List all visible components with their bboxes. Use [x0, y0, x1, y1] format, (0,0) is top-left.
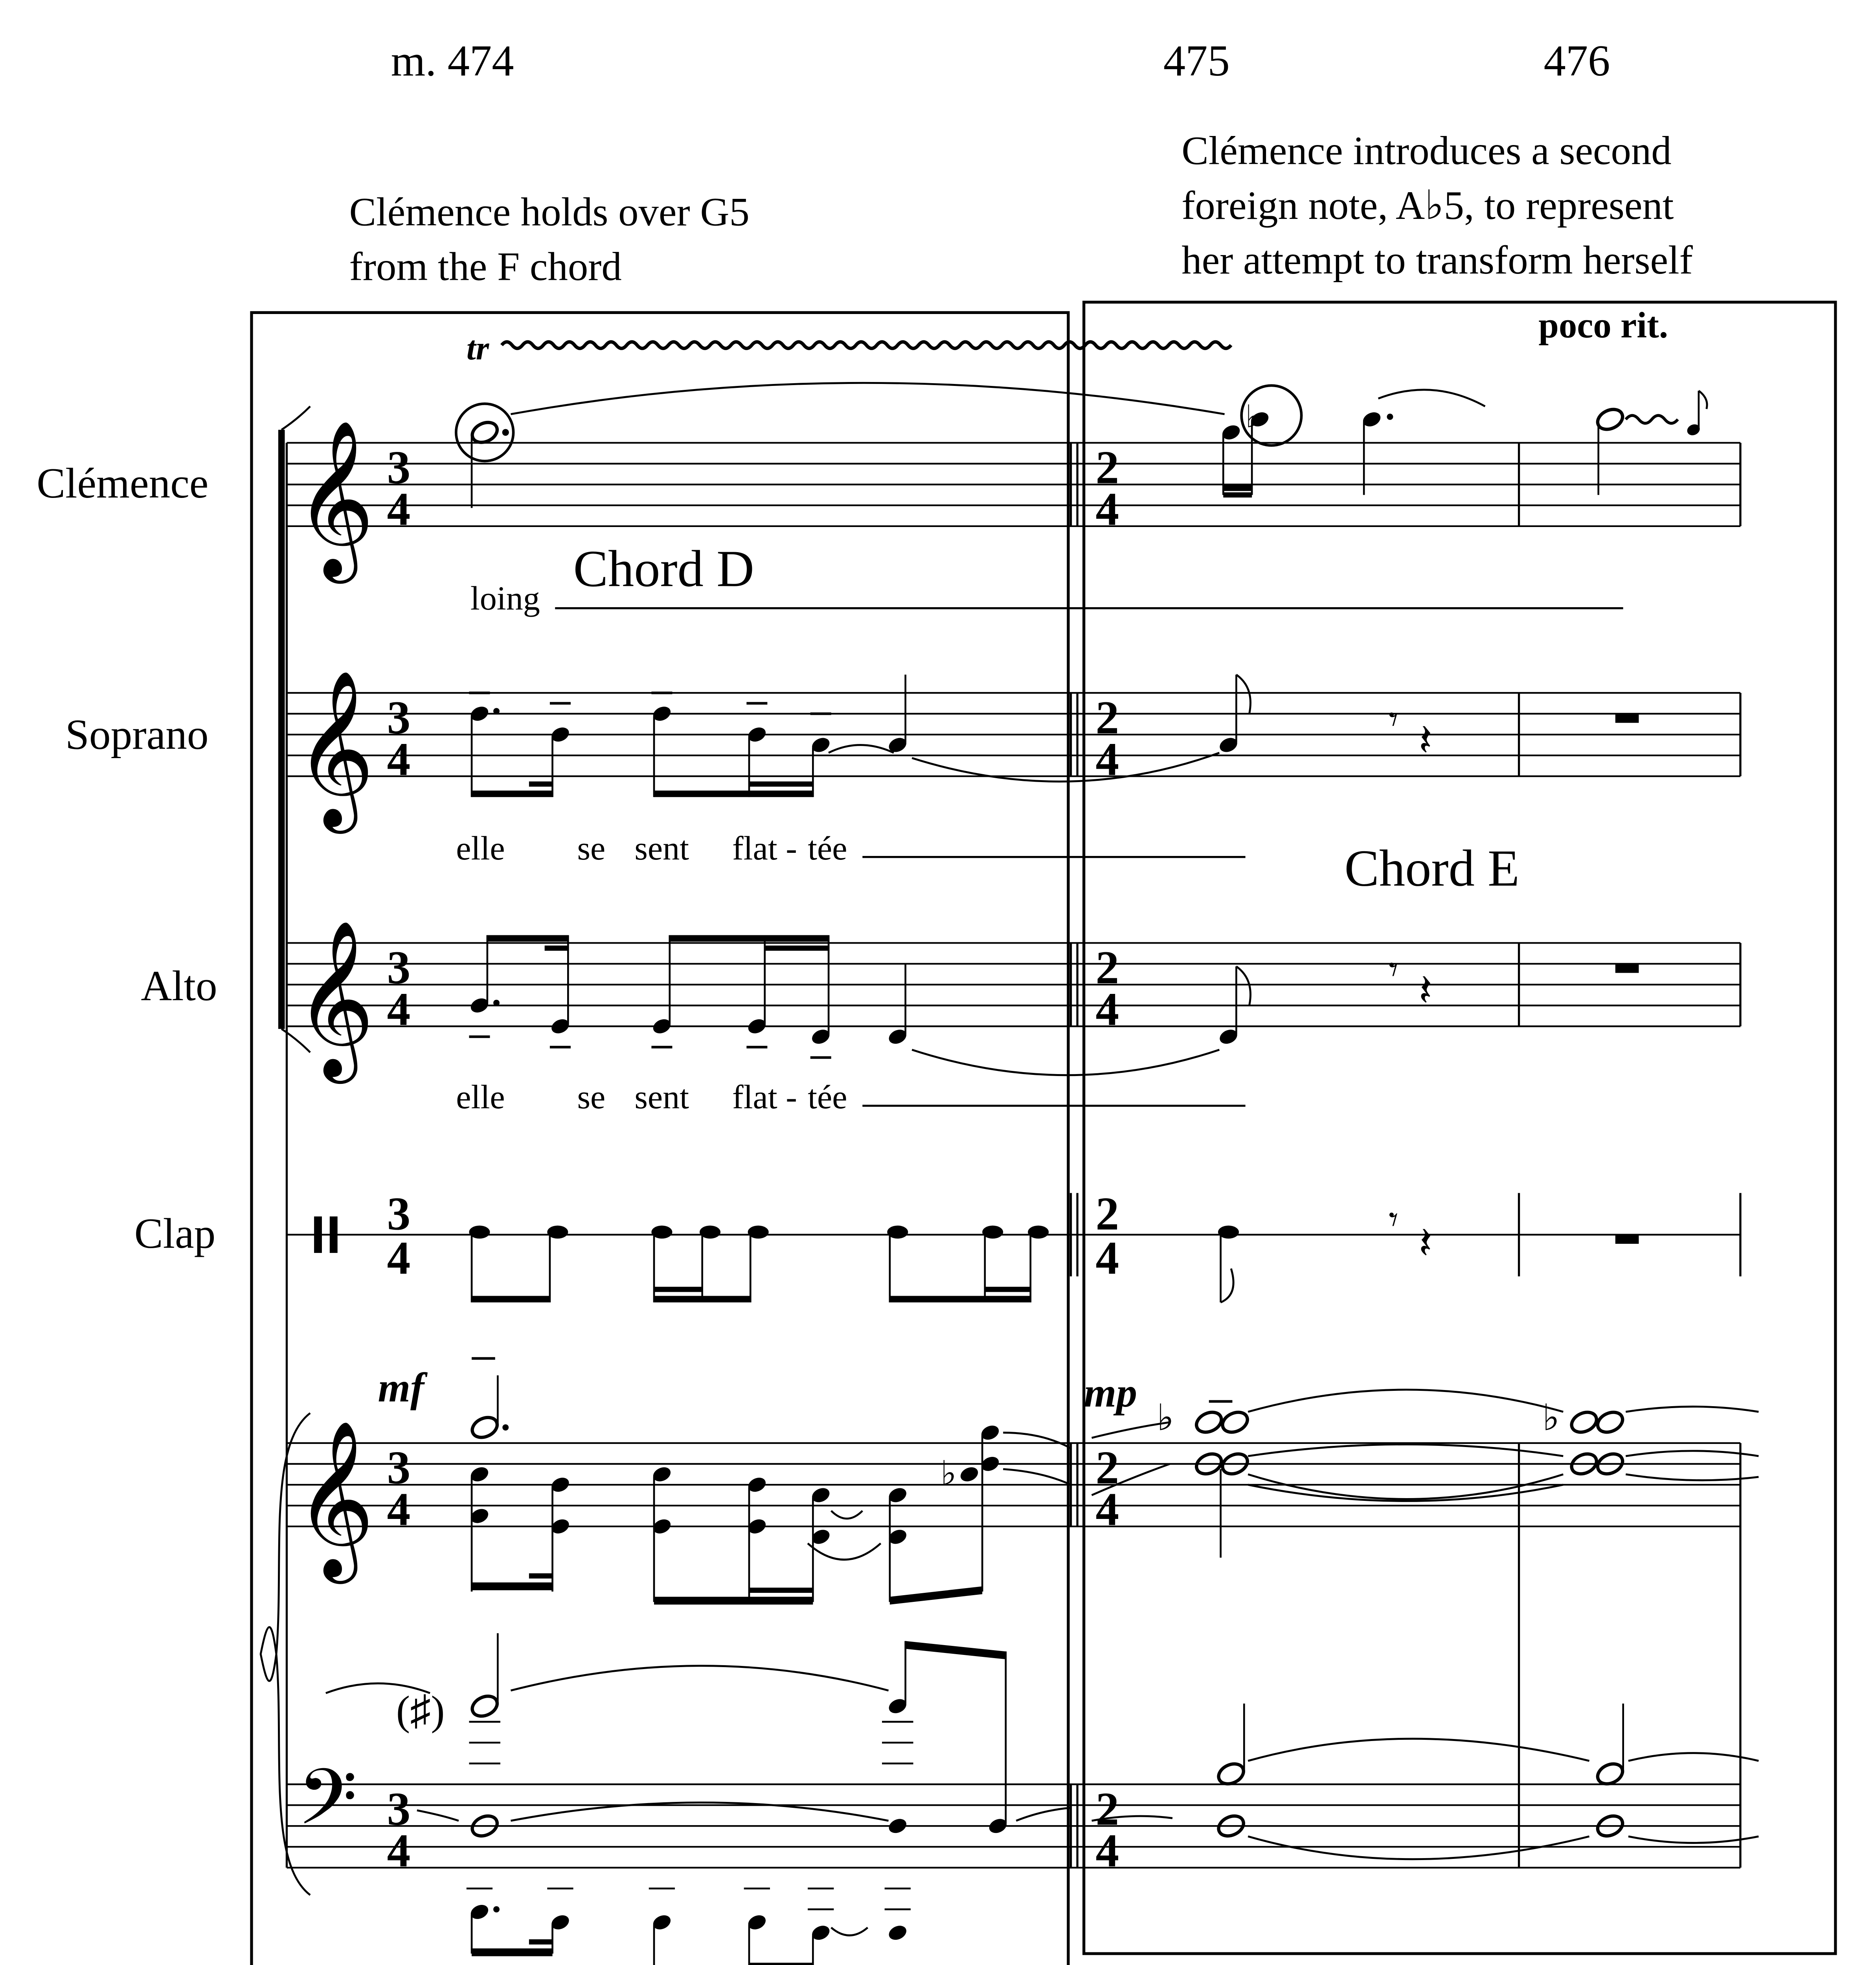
staff-clemence [287, 443, 1740, 526]
time-sig-bottom: 4 [1095, 733, 1119, 785]
instrument-name-clemence: Clémence [37, 459, 209, 507]
time-sig-bottom: 4 [387, 483, 411, 535]
flat-sign: ♭ [1542, 1398, 1560, 1438]
soprano-music [456, 675, 1639, 897]
flat-sign: ♭ [941, 1454, 957, 1492]
lyric-soprano-5: tée [808, 829, 847, 867]
quarter-rest: 𝄽 [1418, 1219, 1432, 1268]
tempo-marking: poco rit. [1538, 305, 1668, 346]
time-sig-top: 3 [387, 1783, 411, 1835]
eighth-rest: 𝄾 [1389, 949, 1398, 990]
quarter-rest: 𝄽 [1418, 966, 1432, 1016]
barlines [287, 443, 1740, 1868]
time-sig-bottom: 4 [1095, 483, 1119, 535]
time-sig-bottom: 4 [387, 1232, 411, 1284]
treble-clef-alto: 𝄞 [294, 924, 375, 1074]
time-sig-top: 3 [387, 441, 411, 494]
time-sig-top: 2 [1095, 441, 1119, 494]
lyric-alto-2: se [577, 1078, 606, 1116]
flat-sign: ♭ [1157, 1398, 1174, 1438]
annotation-left-line-1: Clémence holds over G5 [349, 189, 750, 235]
eighth-rest: 𝄾 [1389, 700, 1398, 740]
lyric-soprano-2: se [577, 829, 606, 867]
treble-clef-piano: 𝄞 [294, 1424, 375, 1574]
measure-number-476: 476 [1543, 37, 1610, 86]
treble-clef-soprano: 𝄞 [294, 674, 375, 824]
piano-bass-music [326, 1633, 1758, 1965]
time-sig-top: 2 [1095, 1783, 1119, 1835]
annotation-right-line-2: foreign note, A♭5, to represent [1181, 183, 1674, 228]
time-sig-top: 3 [387, 1188, 411, 1240]
time-sig-bottom: 4 [387, 1483, 411, 1535]
measure-number-475: 475 [1163, 37, 1230, 86]
time-sig-bottom: 4 [1095, 1824, 1119, 1877]
highlight-box-m475-476 [1084, 302, 1836, 1954]
time-sig-bottom: 4 [1095, 983, 1119, 1036]
flat-sign: ♭ [1245, 399, 1260, 434]
lyric-soprano-4: flat - [732, 829, 797, 867]
lyric-alto-5: tée [808, 1078, 847, 1116]
instrument-name-soprano: Soprano [65, 711, 209, 758]
chord-label-d: Chord D [573, 540, 754, 598]
time-sig-top: 3 [387, 691, 411, 744]
whole-rest [1615, 1235, 1639, 1244]
bass-clef-piano: 𝄢 [297, 1755, 358, 1860]
annotation-right-line-1: Clémence introduces a second [1181, 128, 1672, 173]
annotation-left-line-2: from the F chord [349, 244, 622, 289]
time-sig-top: 2 [1095, 942, 1119, 994]
time-sig-top: 2 [1095, 1442, 1119, 1494]
staff-piano-bass [287, 1784, 1740, 1868]
lyric-clemence: loing [470, 579, 540, 617]
lyric-alto-1: elle [456, 1078, 505, 1116]
annotation-right-line-3: her attempt to transform herself [1181, 237, 1693, 283]
time-sig-bottom: 4 [387, 733, 411, 785]
staff-alto [287, 943, 1740, 1026]
whole-rest [1615, 714, 1639, 723]
time-sig-bottom: 4 [387, 1824, 411, 1877]
time-sig-top: 3 [387, 1442, 411, 1494]
lyric-alto-3: sent [634, 1078, 689, 1116]
lyric-alto-4: flat - [732, 1078, 797, 1116]
quarter-rest: 𝄽 [1418, 716, 1432, 766]
dynamic-mp: mp [1084, 1370, 1137, 1416]
time-sig-top: 2 [1095, 691, 1119, 744]
whole-rest [1615, 964, 1639, 973]
trill-line [502, 342, 1231, 349]
time-sig-top: 2 [1095, 1188, 1119, 1240]
instrument-name-alto: Alto [141, 962, 217, 1010]
time-sig-top: 3 [387, 942, 411, 994]
chord-label-e: Chord E [1344, 839, 1520, 897]
measure-number-474: m. 474 [391, 37, 514, 86]
eighth-rest: 𝄾 [1389, 1200, 1398, 1241]
time-sig-bottom: 4 [1095, 1483, 1119, 1535]
instrument-name-clap: Clap [134, 1209, 216, 1257]
clap-music [469, 1200, 1639, 1302]
lyric-soprano-3: sent [634, 829, 689, 867]
courtesy-sharp: (♯) [396, 1687, 445, 1734]
treble-clef-clemence: 𝄞 [294, 424, 375, 574]
time-sig-bottom: 4 [387, 983, 411, 1036]
time-sig-bottom: 4 [1095, 1232, 1119, 1284]
dynamic-mf: mf [378, 1364, 424, 1410]
trill-mark: tr [466, 329, 489, 367]
lyric-soprano-1: elle [456, 829, 505, 867]
staff-soprano [287, 693, 1740, 776]
